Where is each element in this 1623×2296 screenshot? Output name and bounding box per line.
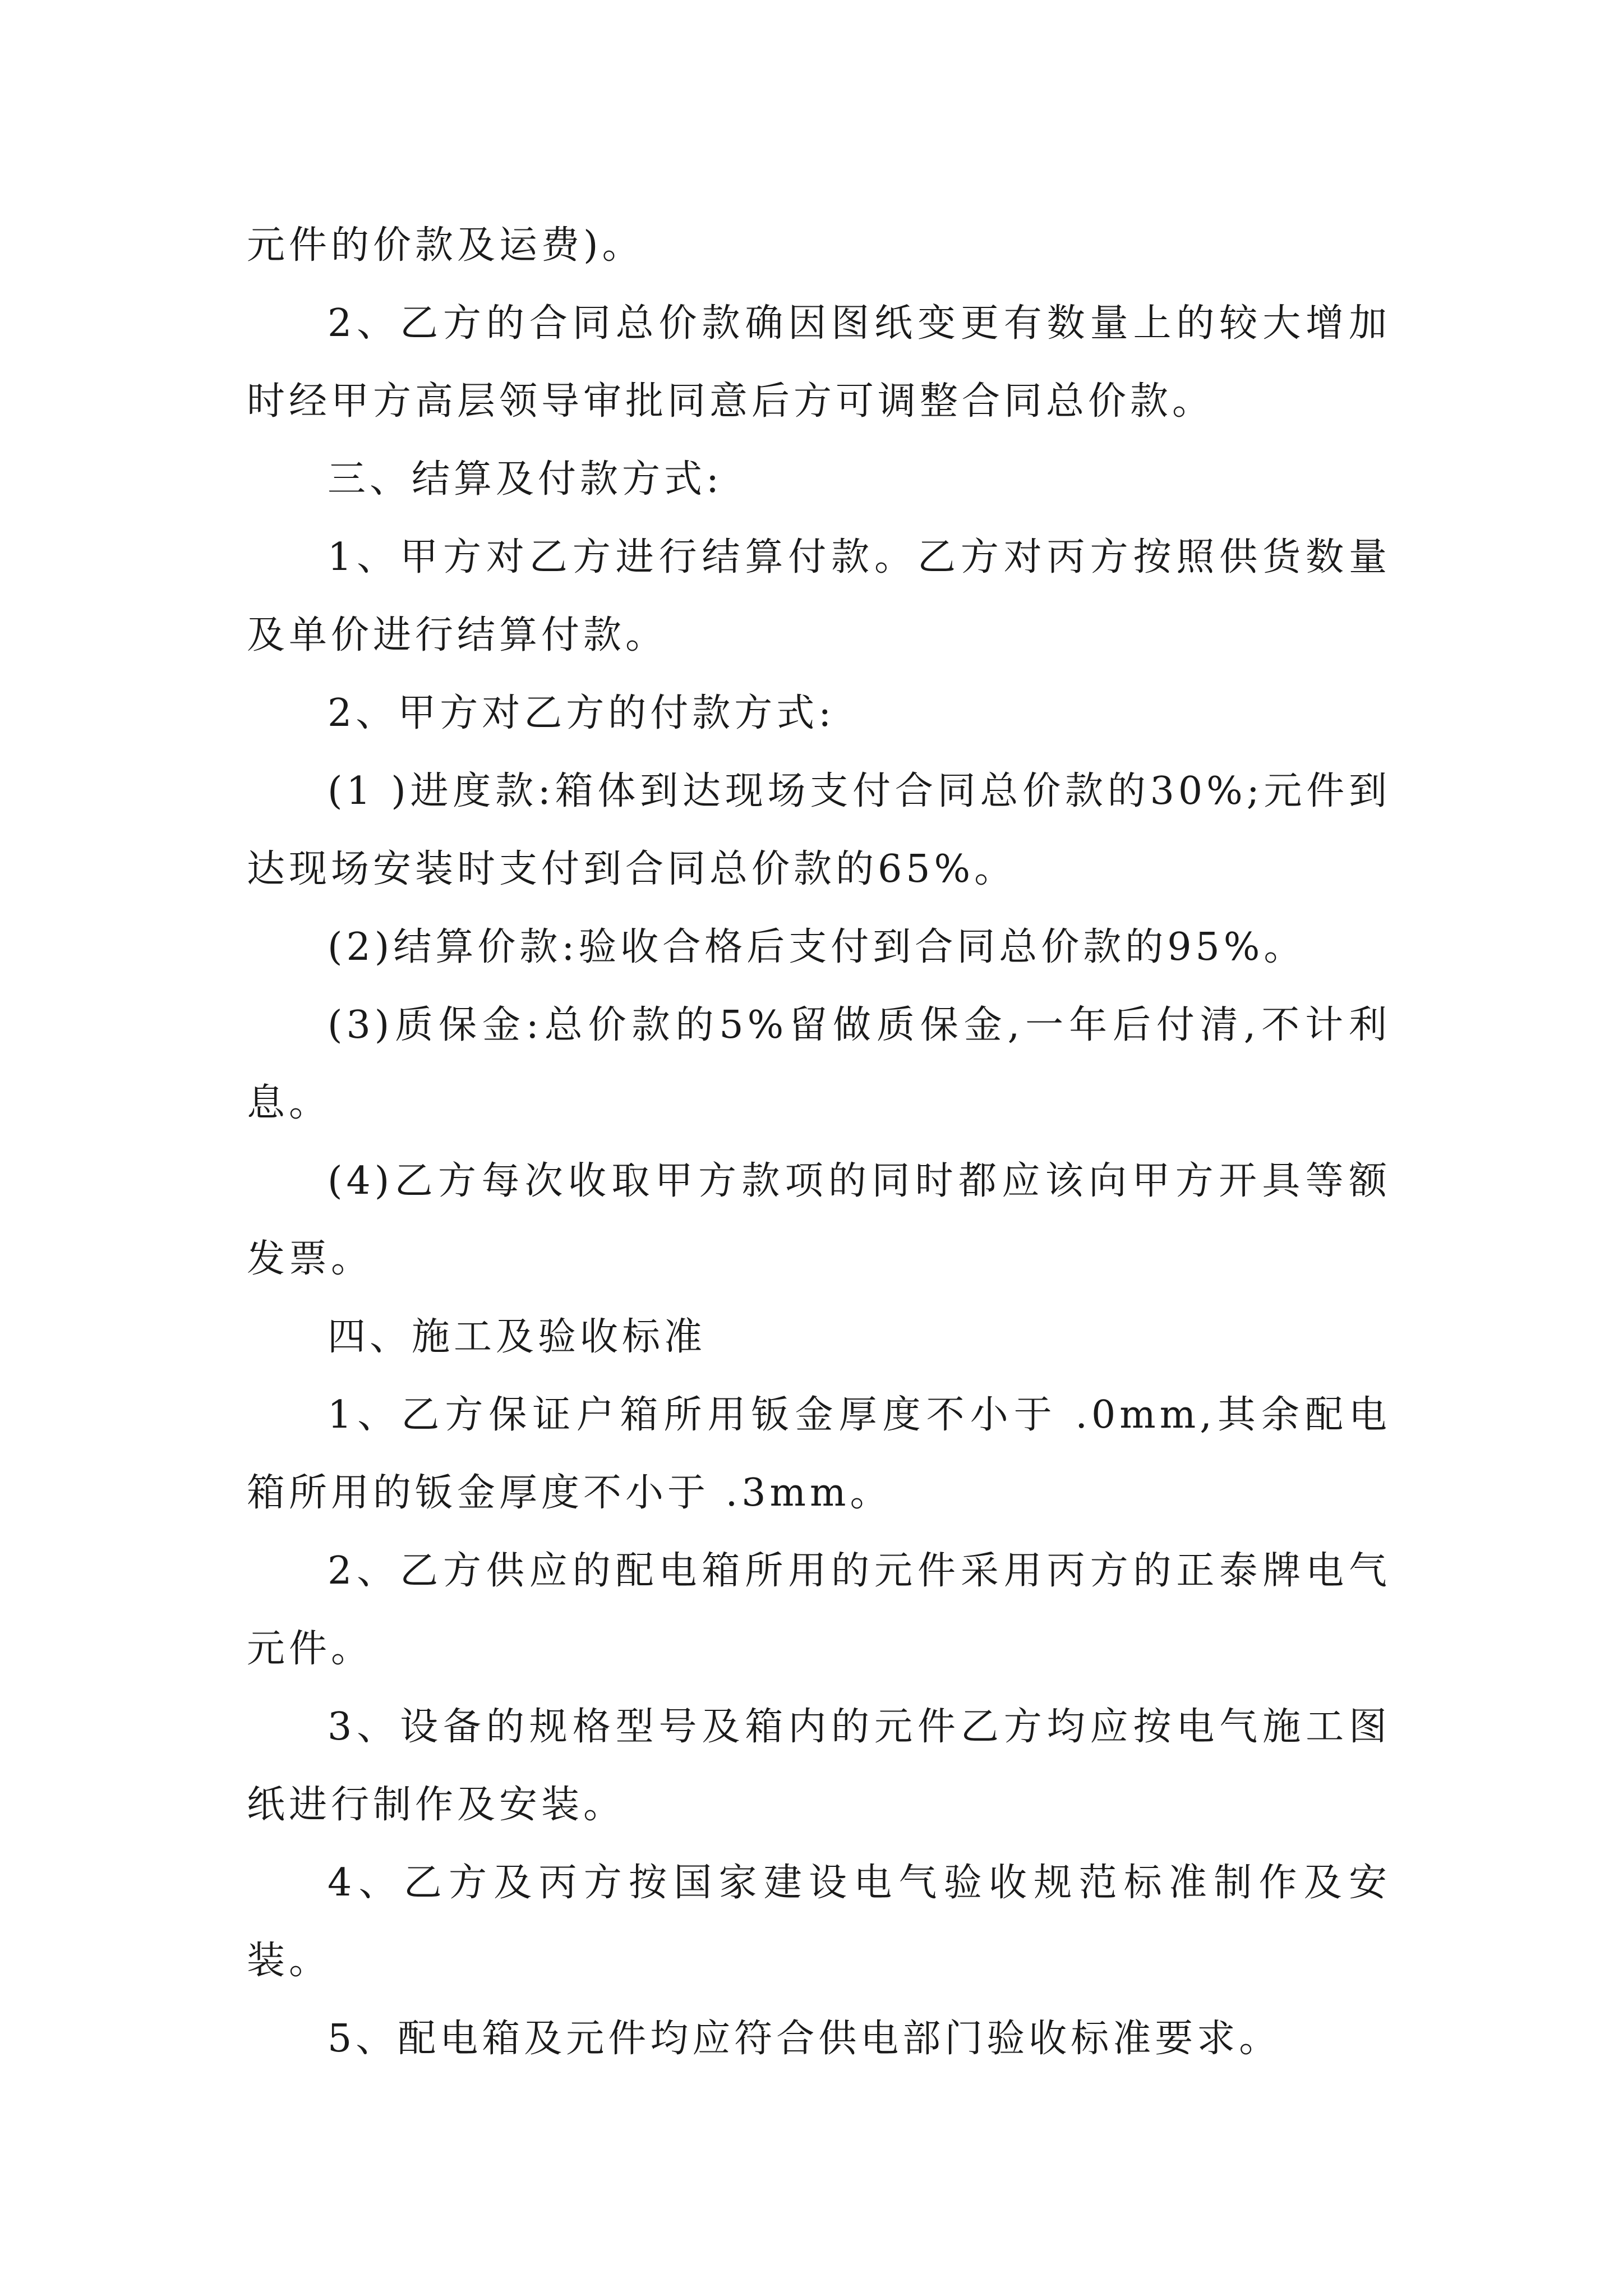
paragraph: 2、乙方的合同总价款确因图纸变更有数量上的较大增加时经甲方高层领导审批同意后方可调整合同总价款。 [247,301,1391,424]
paragraph: 5、配电箱及元件均应符合供电部门验收标准要求。 [328,2017,1281,2061]
paragraph: 2、乙方供应的配电箱所用的元件采用丙方的正泰牌电气元件。 [247,1549,1391,1671]
paragraph: 1、乙方保证户箱所用钣金厚度不小于 .0mm,其余配电箱所用的钣金厚度不小于 .3mm。 [247,1393,1391,1515]
paragraph: 1、甲方对乙方进行结算付款。乙方对丙方按照供货数量及单价进行结算付款。 [247,535,1391,657]
paragraph: (4)乙方每次收取甲方款项的同时都应该向甲方开具等额发票。 [247,1159,1391,1281]
section-heading: 四、施工及验收标准 [328,1315,707,1359]
paragraph: 2、甲方对乙方的付款方式: [328,691,836,735]
paragraph: (3)质保金:总价款的5%留做质保金,一年后付清,不计利息。 [247,1003,1391,1125]
paragraph: 4、乙方及丙方按国家建设电气验收规范标准制作及安装。 [247,1861,1391,1983]
section-heading: 三、结算及付款方式: [328,457,723,501]
paragraph: (1 )进度款:箱体到达现场支付合同总价款的30%;元件到达现场安装时支付到合同总价款的65%。 [247,769,1391,891]
document-body [247,206,1391,2078]
paragraph: 3、设备的规格型号及箱内的元件乙方均应按电气施工图纸进行制作及安装。 [247,1705,1391,1827]
paragraph: 元件的价款及运费)。 [247,223,644,268]
paragraph: (2)结算价款:验收合格后支付到合同总价款的95%。 [328,925,1306,969]
